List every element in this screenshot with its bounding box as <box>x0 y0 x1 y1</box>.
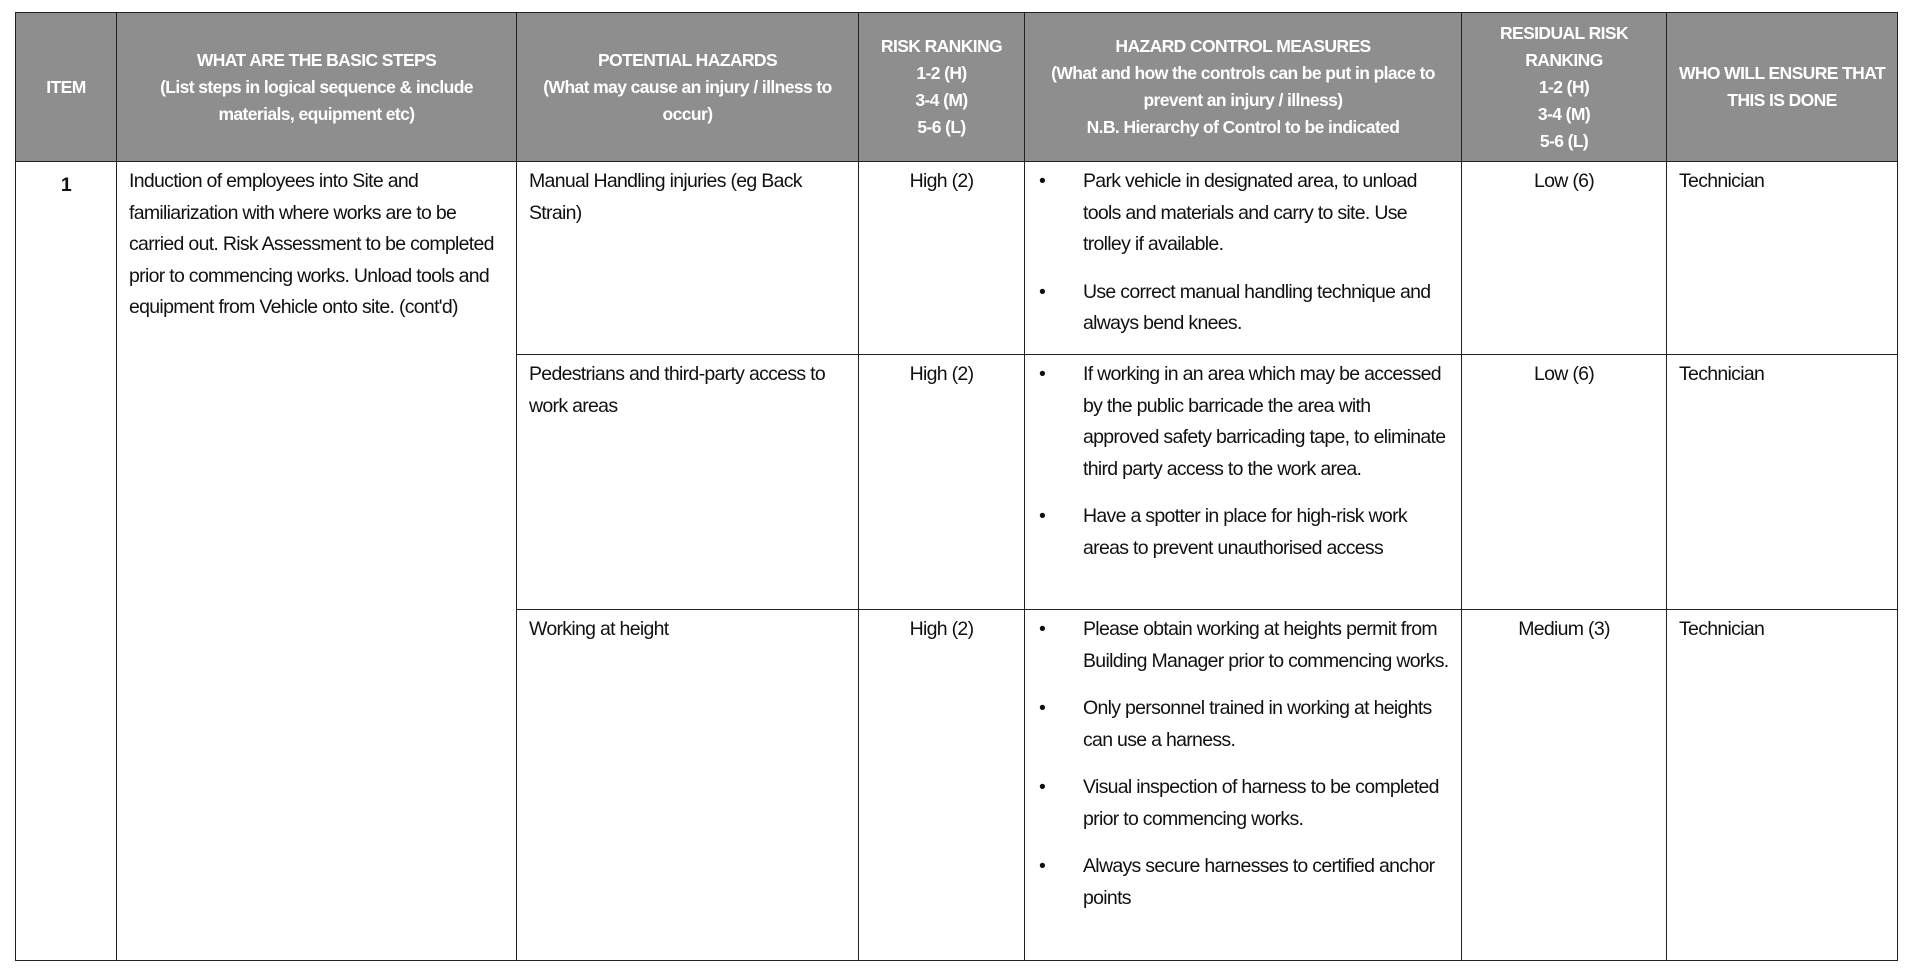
bullet-icon: • <box>1039 697 1046 719</box>
risk-ranking: High (2) <box>859 610 1025 961</box>
header-subtitle: (What and how the controls can be put in place to prevent an injury / illness) <box>1051 63 1435 110</box>
control-item <box>1037 501 1449 564</box>
header-potential-hazards <box>517 13 859 162</box>
residual-risk: Low (6) <box>1462 355 1667 610</box>
control-item <box>1037 277 1449 340</box>
risk-assessment-table <box>15 12 1898 961</box>
control-item <box>1037 693 1449 756</box>
header-title: WHAT ARE THE BASIC STEPS <box>196 49 437 70</box>
header-subtitle: 3-4 (M) <box>1537 103 1591 124</box>
risk-ranking: High (2) <box>859 162 1025 355</box>
control-item <box>1037 851 1449 914</box>
bullet-icon: • <box>1039 618 1046 640</box>
header-row <box>16 13 1898 162</box>
responsible-person: Technician <box>1667 162 1898 355</box>
responsible-person: Technician <box>1667 355 1898 610</box>
header-title: RESIDUAL RISK RANKING <box>1499 22 1628 70</box>
header-title: RISK RANKING <box>880 36 1003 56</box>
header-residual-risk-ranking <box>1462 13 1667 162</box>
control-item <box>1037 166 1449 261</box>
potential-hazard: Working at height <box>517 610 859 961</box>
basic-step: Induction of employees into Site and familiarization with where works are to be carried out. Risk Assessment to be completed prior to commencing works. Unload tools and equipment from Vehicle onto site. (cont'd) <box>117 162 517 961</box>
residual-risk: Medium (3) <box>1462 610 1667 961</box>
responsible-person: Technician <box>1667 610 1898 961</box>
bullet-icon: • <box>1039 855 1046 877</box>
control-text: If working in an area which may be accessed by the public barricade the area with approved safety barricading tape, to eliminate third party access to the work area. <box>1083 363 1446 480</box>
control-text: Use correct manual handling technique and always bend knees. <box>1083 280 1431 334</box>
header-subtitle: (List steps in logical sequence & include materials, equipment etc) <box>160 76 473 124</box>
item-number: 1 <box>16 162 117 961</box>
control-measures <box>1025 162 1462 355</box>
control-text: Only personnel trained in working at heights can use a harness. <box>1083 697 1432 751</box>
potential-hazard: Pedestrians and third-party access to work areas <box>517 355 859 610</box>
control-measures <box>1025 610 1462 961</box>
header-subtitle: (What may cause an injury / illness to occur) <box>543 76 832 124</box>
control-item <box>1037 614 1449 677</box>
control-item <box>1037 359 1449 485</box>
header-subtitle: 5-6 (L) <box>1539 130 1589 151</box>
header-subtitle: 3-4 (M) <box>915 90 968 110</box>
header-item <box>16 13 117 162</box>
header-subtitle: N.B. Hierarchy of Control to be indicated <box>1086 117 1400 137</box>
control-measures <box>1025 355 1462 610</box>
potential-hazard: Manual Handling injuries (eg Back Strain) <box>517 162 859 355</box>
bullet-icon: • <box>1039 776 1046 798</box>
control-text: Visual inspection of harness to be completed prior to commencing works. <box>1083 776 1439 830</box>
control-list <box>1037 359 1449 564</box>
header-basic-steps <box>117 13 517 162</box>
header-subtitle: 5-6 (L) <box>917 117 966 137</box>
header-title: HAZARD CONTROL MEASURES <box>1115 36 1371 56</box>
header-subtitle: 1-2 (H) <box>1538 76 1590 97</box>
control-text: Always secure harnesses to certified anchor points <box>1083 855 1435 909</box>
control-text: Park vehicle in designated area, to unload tools and materials and carry to site. Use trolley if available. <box>1083 170 1417 255</box>
header-risk-ranking <box>859 13 1025 162</box>
control-item <box>1037 772 1449 835</box>
header-title: POTENTIAL HAZARDS <box>597 49 778 70</box>
table-row <box>16 162 1898 355</box>
header-title: ITEM <box>46 76 86 97</box>
residual-risk: Low (6) <box>1462 162 1667 355</box>
risk-ranking: High (2) <box>859 355 1025 610</box>
header-hazard-control-measures <box>1025 13 1462 162</box>
control-list <box>1037 614 1449 914</box>
header-subtitle: 1-2 (H) <box>916 63 967 83</box>
control-list <box>1037 166 1449 340</box>
bullet-icon: • <box>1039 363 1046 385</box>
bullet-icon: • <box>1039 505 1046 527</box>
control-text: Please obtain working at heights permit from Building Manager prior to commencing works. <box>1083 618 1449 672</box>
bullet-icon: • <box>1039 280 1046 303</box>
header-title: WHO WILL ENSURE THAT THIS IS DONE <box>1678 63 1886 110</box>
control-text: Have a spotter in place for high-risk work areas to prevent unauthorised access <box>1083 505 1407 559</box>
bullet-icon: • <box>1039 170 1046 192</box>
header-who-will-ensure <box>1667 13 1898 162</box>
